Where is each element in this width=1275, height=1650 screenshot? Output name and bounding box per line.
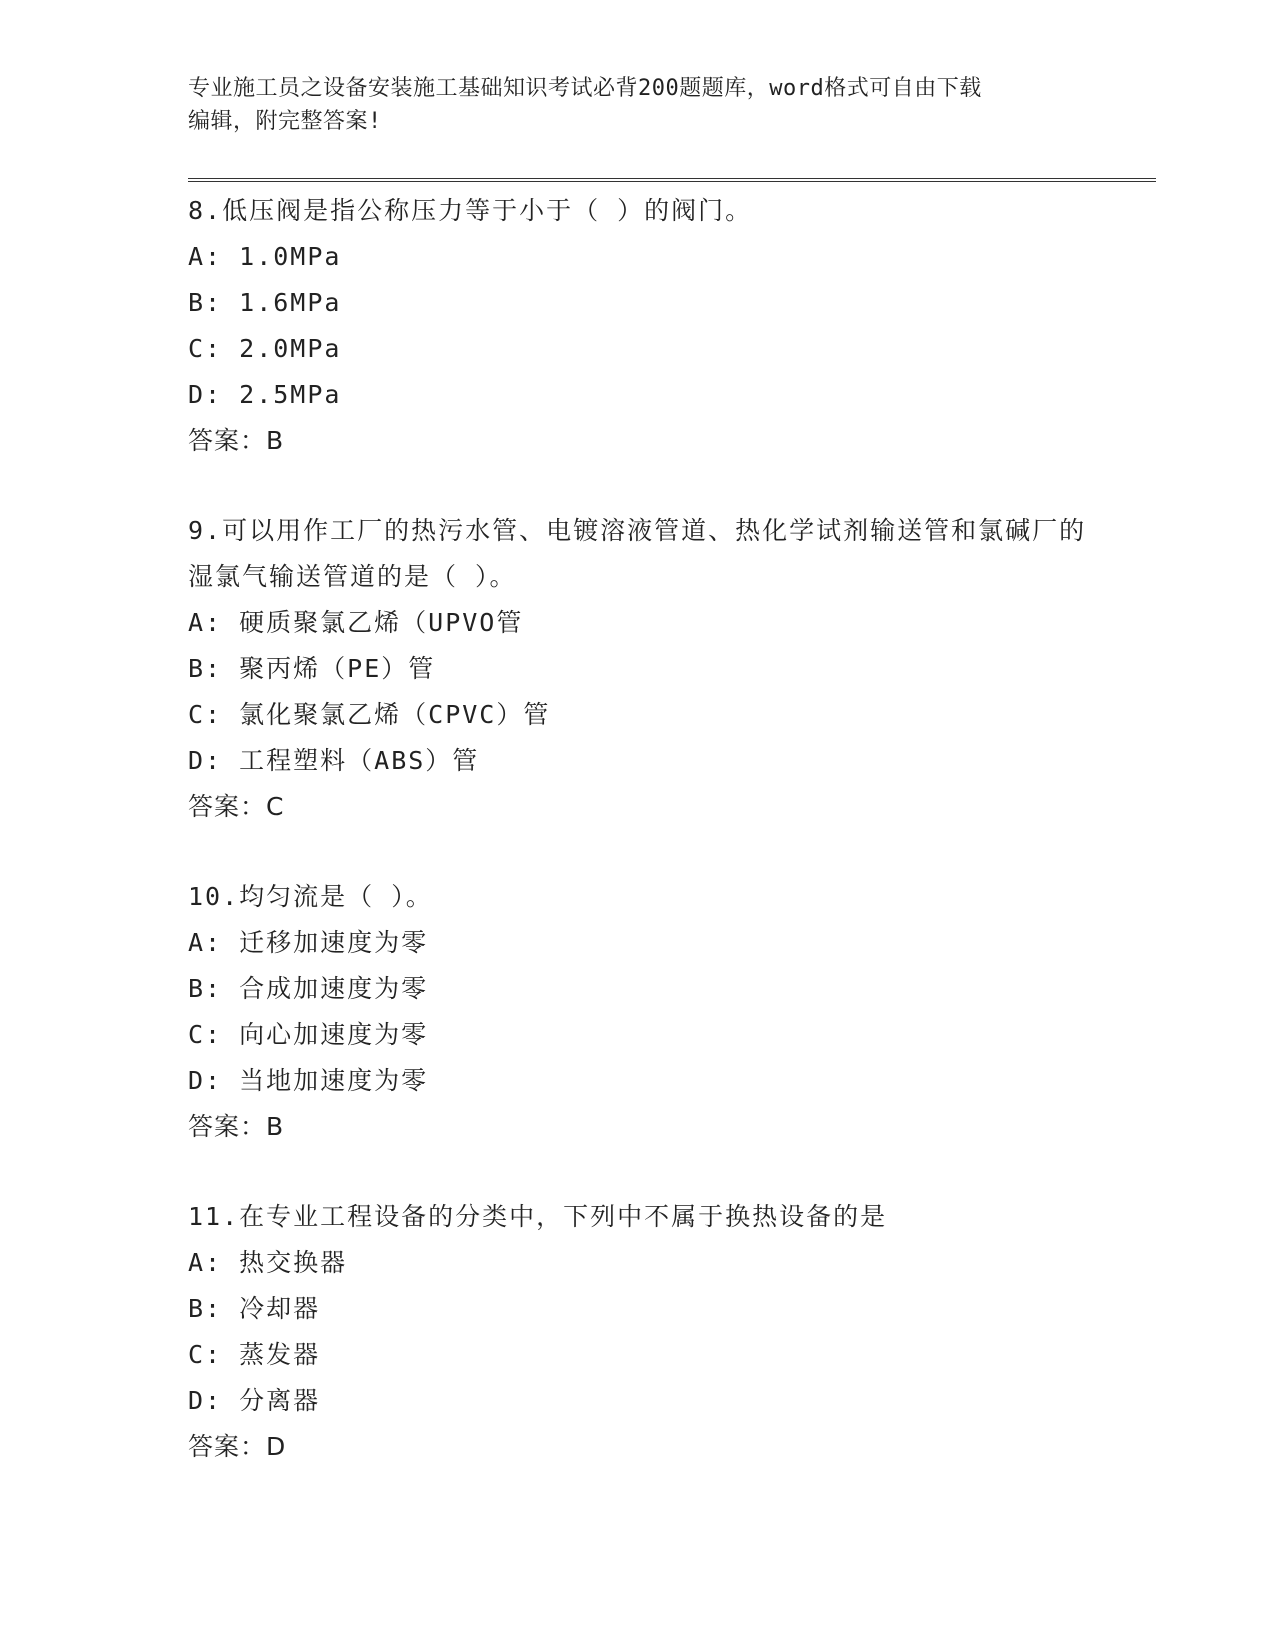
answer-text: 答案：B [188,1112,285,1141]
option-c: C: 2.0MPa [188,334,342,363]
option-d: D: 当地加速度为零 [188,1066,429,1095]
option-d: D: 2.5MPa [188,380,342,409]
option-a: A: 1.0MPa [188,242,342,271]
header-title-line-1: 专业施工员之设备安装施工基础知识考试必背200题题库，word格式可自由下载 [188,76,982,101]
header-title-line-2: 编辑，附完整答案! [188,109,382,134]
document-header [188,72,1088,138]
answer-text: 答案：B [188,426,285,455]
option-c: C: 向心加速度为零 [188,1020,429,1049]
answer-text: 答案：D [188,1432,287,1461]
question-text: 11.在专业工程设备的分类中，下列中不属于换热设备的是 [188,1202,888,1231]
option-a: A: 迁移加速度为零 [188,928,429,957]
header-divider [188,178,1156,182]
option-b: B: 合成加速度为零 [188,974,429,1003]
question-item [188,1194,1088,1470]
answer-text: 答案：C [188,792,285,821]
option-c: C: 氯化聚氯乙烯（CPVC）管 [188,700,551,729]
question-item [188,188,1088,464]
option-c: C: 蒸发器 [188,1340,321,1369]
option-d: D: 分离器 [188,1386,321,1415]
question-item [188,874,1088,1150]
question-item [188,508,1088,830]
option-b: B: 1.6MPa [188,288,342,317]
question-text: 10.均匀流是（ ）。 [188,882,433,911]
question-text: 8.低压阀是指公称压力等于小于（ ）的阀门。 [188,196,753,225]
option-a: A: 硬质聚氯乙烯（UPVO管 [188,608,524,637]
option-b: B: 冷却器 [188,1294,321,1323]
question-text: 9.可以用作工厂的热污水管、电镀溶液管道、热化学试剂输送管和氯碱厂的湿氯气输送管道的是（ ）。 [188,516,1087,591]
option-a: A: 热交换器 [188,1248,348,1277]
question-list [188,188,1088,1514]
option-d: D: 工程塑料（ABS）管 [188,746,480,775]
option-b: B: 聚丙烯（PE）管 [188,654,436,683]
